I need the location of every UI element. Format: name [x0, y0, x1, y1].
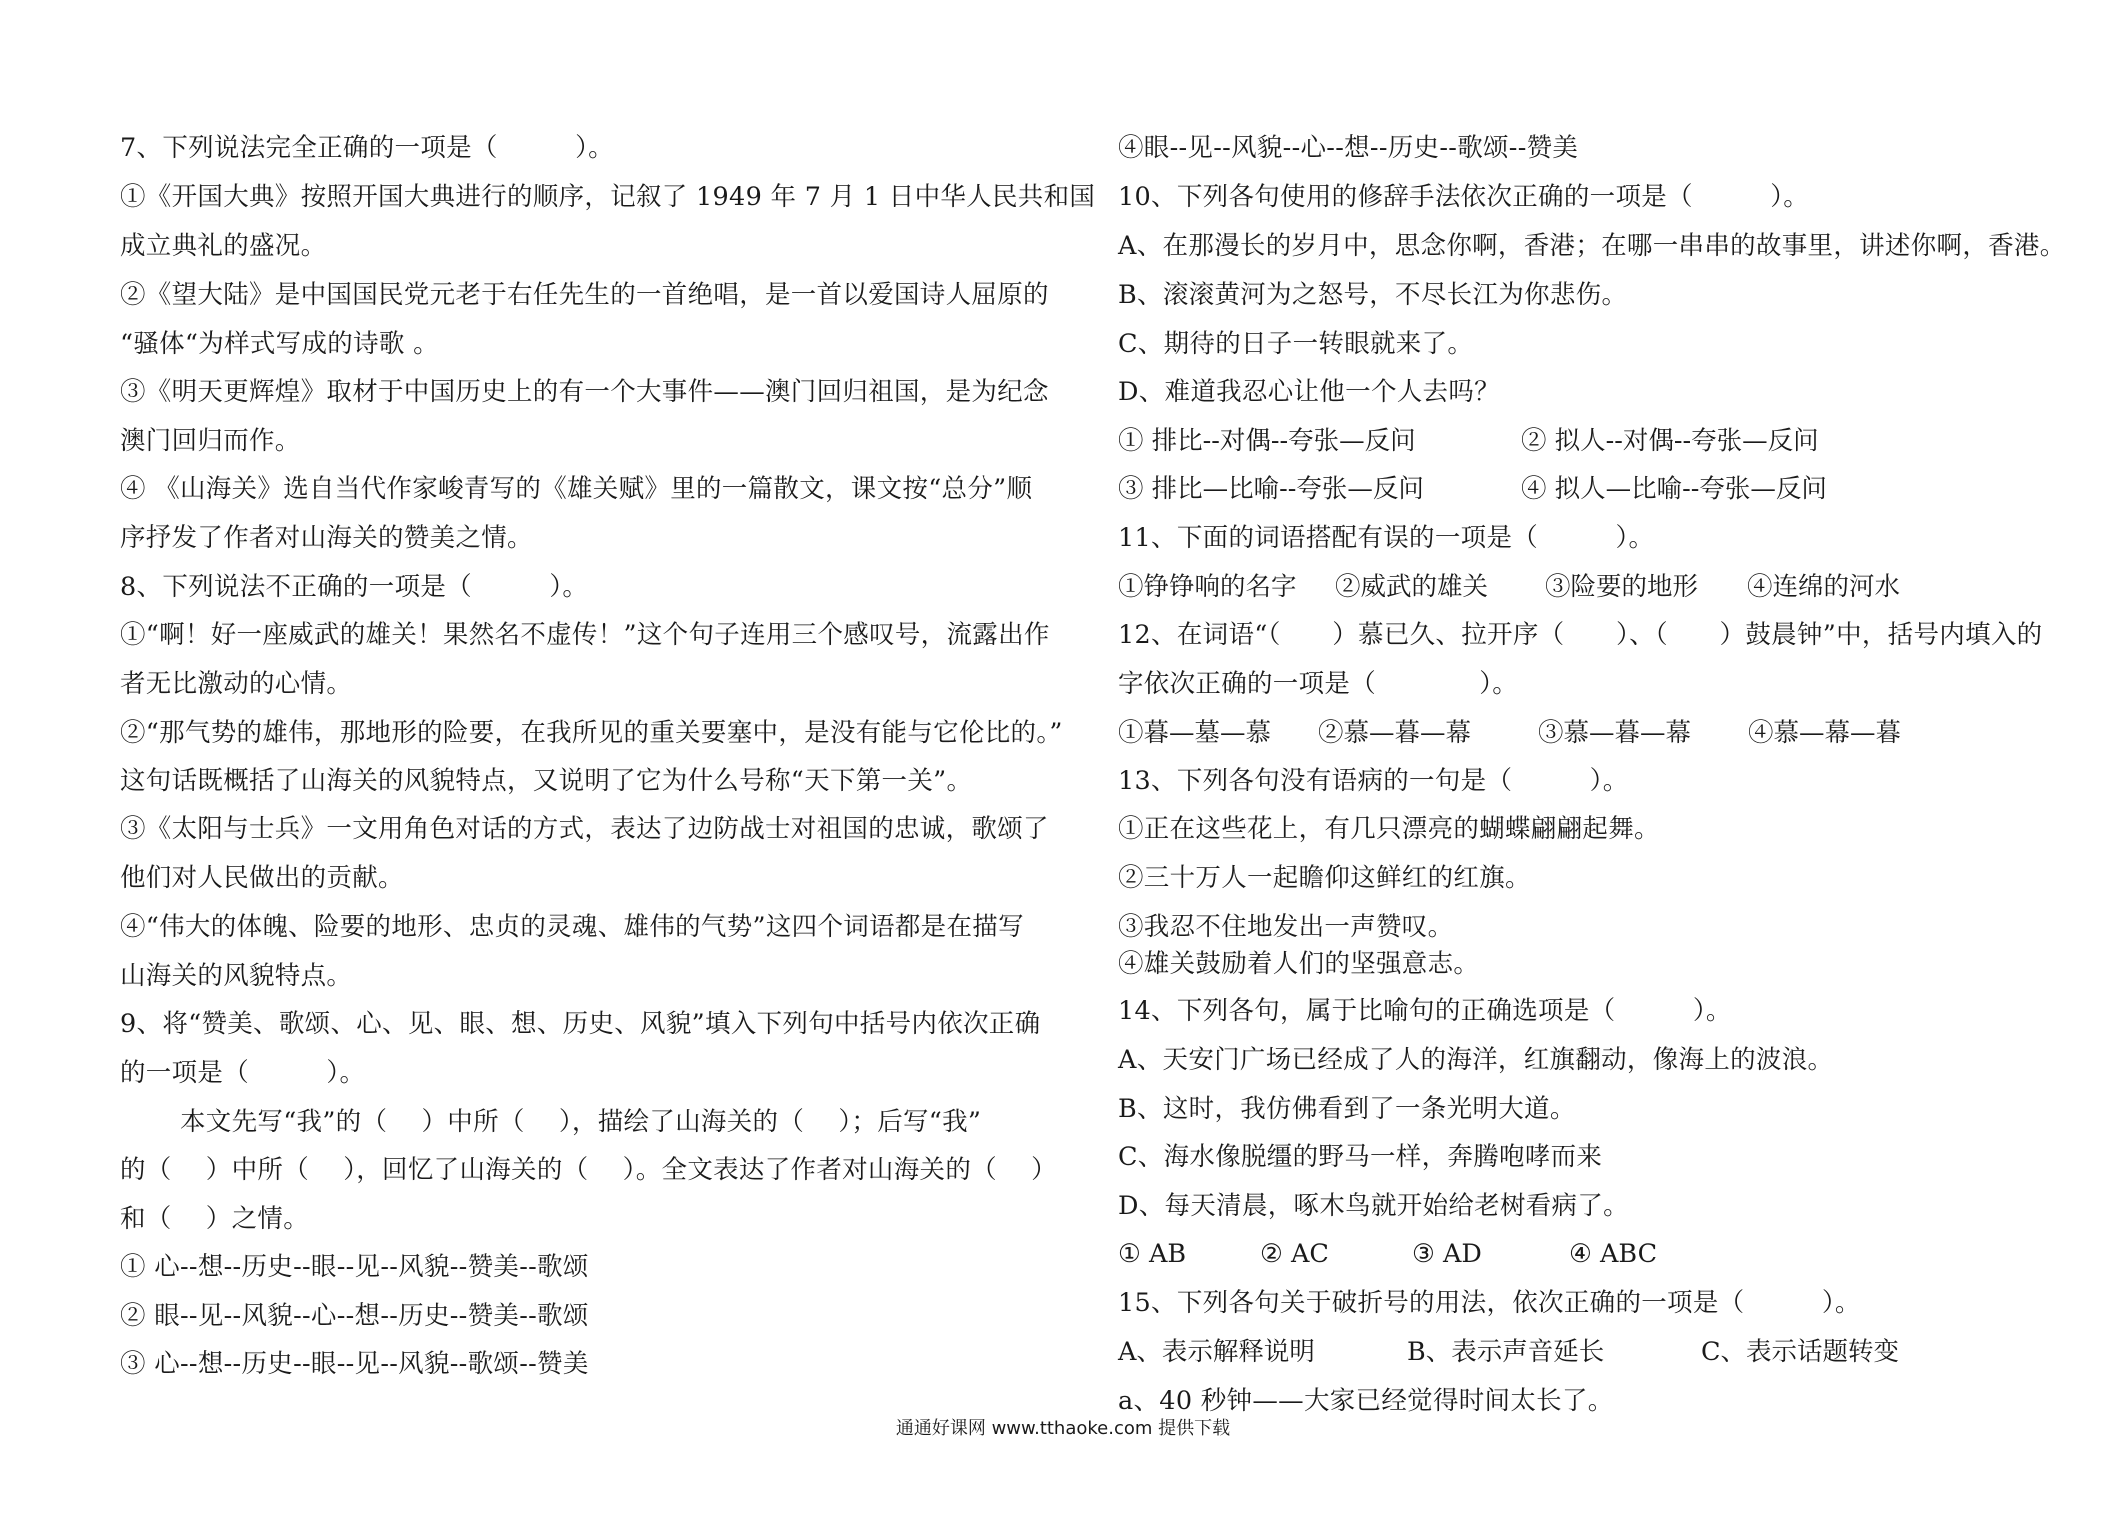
q8-option-2-cont: 这句话既概括了山海关的风貌特点，又说明了它为什么号称“天下第一关”。: [120, 766, 973, 796]
q15-option-b: B、表示声音延长: [1407, 1337, 1605, 1367]
q11-option-1: ①铮铮响的名字: [1118, 572, 1297, 602]
q12-stem-cont: 字依次正确的一项是（ ）。: [1118, 669, 1519, 699]
q7-option-4: ④ 《山海关》选自当代作家峻青写的《雄关赋》里的一篇散文，课文按“总分”顺: [120, 474, 1033, 504]
q14-sentence-b: B、这时，我仿佛看到了一条光明大道。: [1118, 1094, 1576, 1124]
q10-option-1: ① 排比--对偶--夸张—反问: [1118, 426, 1416, 456]
q7-option-4-cont: 序抒发了作者对山海关的赞美之情。: [120, 523, 533, 553]
q10-option-4: ④ 拟人—比喻--夸张—反问: [1521, 474, 1827, 504]
q14-sentence-c: C、海水像脱缰的野马一样，奔腾咆哮而来: [1118, 1142, 1603, 1172]
q9-stem: 9、将“赞美、歌颂、心、见、眼、想、历史、风貌”填入下列句中括号内依次正确: [120, 1009, 1041, 1039]
q9-option-2: ② 眼--见--风貌--心--想--历史--赞美--歌颂: [120, 1301, 589, 1331]
q8-option-4: ④“伟大的体魄、险要的地形、忠贞的灵魂、雄伟的气势”这四个词语都是在描写: [120, 912, 1024, 942]
q10-sentence-b: B、滚滚黄河为之怒号，不尽长江为你悲伤。: [1118, 280, 1628, 310]
q14-option-3: ③ AD: [1412, 1239, 1482, 1269]
q7-option-3-cont: 澳门回归而作。: [120, 426, 301, 456]
q11-option-3: ③险要的地形: [1545, 572, 1699, 602]
q10-stem: 10、下列各句使用的修辞手法依次正确的一项是（ ）。: [1118, 182, 1810, 212]
q13-option-2: ②三十万人一起瞻仰这鲜红的红旗。: [1118, 863, 1531, 893]
q9-passage-1: 本文先写“我”的（ ）中所（ ），描绘了山海关的（ ）；后写“我”: [180, 1107, 982, 1137]
q8-option-4-cont: 山海关的风貌特点。: [120, 961, 353, 991]
q14-stem: 14、下列各句，属于比喻句的正确选项是（ ）。: [1118, 996, 1732, 1026]
q14-sentence-d: D、每天清晨，啄木鸟就开始给老树看病了。: [1118, 1191, 1629, 1221]
footer-source: 通通好课网 www.tthaoke.com 提供下载: [895, 1418, 1231, 1439]
q11-option-2: ②威武的雄关: [1335, 572, 1489, 602]
q7-option-1: ①《开国大典》按照开国大典进行的顺序，记叙了 1949 年 7 月 1 日中华人民共和国: [120, 182, 1096, 212]
q8-option-3: ③《太阳与士兵》一文用角色对话的方式，表达了边防战士对祖国的忠诚，歌颂了: [120, 814, 1049, 844]
q10-sentence-c: C、期待的日子一转眼就来了。: [1118, 329, 1474, 359]
q9-option-4: ④眼--见--风貌--心--想--历史--歌颂--赞美: [1118, 133, 1579, 163]
q14-sentence-a: A、天安门广场已经成了人的海洋，红旗翻动，像海上的波浪。: [1118, 1045, 1834, 1075]
q13-option-1: ①正在这些花上，有几只漂亮的蝴蝶翩翩起舞。: [1118, 814, 1660, 844]
q12-option-2: ②慕—暮—幕: [1318, 718, 1472, 748]
q12-option-1: ①暮—墓—慕: [1118, 718, 1272, 748]
q11-stem: 11、下面的词语搭配有误的一项是（ ）。: [1118, 523, 1655, 553]
q15-option-a: A、表示解释说明: [1118, 1337, 1315, 1367]
q15-stem: 15、下列各句关于破折号的用法，依次正确的一项是（ ）。: [1118, 1288, 1861, 1318]
q10-sentence-a: A、在那漫长的岁月中，思念你啊，香港；在哪一串串的故事里，讲述你啊，香港。: [1118, 231, 2066, 261]
q7-option-1-cont: 成立典礼的盛况。: [120, 231, 327, 261]
q7-stem: 7、下列说法完全正确的一项是（ ）。: [120, 133, 614, 163]
q12-option-3: ③慕—暮—幕: [1538, 718, 1692, 748]
q9-stem-cont: 的一项是（ ）。: [120, 1058, 366, 1088]
q13-stem: 13、下列各句没有语病的一句是（ ）。: [1118, 766, 1629, 796]
q8-option-2: ②“那气势的雄伟，那地形的险要，在我所见的重关要塞中，是没有能与它伦比的。”: [120, 718, 1063, 748]
q10-sentence-d: D、难道我忍心让他一个人去吗？: [1118, 377, 1500, 407]
q13-option-3: ③我忍不住地发出一声赞叹。: [1118, 912, 1454, 942]
q9-passage-2: 的（ ）中所（ ），回忆了山海关的（ ）。全文表达了作者对山海关的（ ）: [120, 1155, 1057, 1185]
q14-option-2: ② AC: [1260, 1239, 1329, 1269]
q7-option-2: ②《望大陆》是中国国民党元老于右任先生的一首绝唱，是一首以爱国诗人屈原的: [120, 280, 1049, 310]
q9-option-1: ① 心--想--历史--眼--见--风貌--赞美--歌颂: [120, 1252, 589, 1282]
q9-passage-3: 和（ ）之情。: [120, 1204, 310, 1234]
q10-option-3: ③ 排比—比喻--夸张—反问: [1118, 474, 1424, 504]
q9-option-3: ③ 心--想--历史--眼--见--风貌--歌颂--赞美: [120, 1349, 589, 1379]
q10-option-2: ② 拟人--对偶--夸张—反问: [1521, 426, 1819, 456]
q11-option-4: ④连绵的河水: [1747, 572, 1901, 602]
q7-option-2-cont: “骚体“为样式写成的诗歌 。: [120, 329, 439, 359]
q15-sentence-a: a、40 秒钟——大家已经觉得时间太长了。: [1118, 1386, 1614, 1416]
q12-option-4: ④慕—幕—暮: [1748, 718, 1902, 748]
q13-option-4: ④雄关鼓励着人们的坚强意志。: [1118, 949, 1480, 979]
q14-option-1: ① AB: [1118, 1239, 1187, 1269]
q8-option-1-cont: 者无比激动的心情。: [120, 669, 353, 699]
q7-option-3: ③《明天更辉煌》取材于中国历史上的有一个大事件——澳门回归祖国，是为纪念: [120, 377, 1049, 407]
q15-option-c: C、表示话题转变: [1701, 1337, 1900, 1367]
q8-option-1: ①“啊！好一座威武的雄关！果然名不虚传！”这个句子连用三个感叹号，流露出作: [120, 620, 1050, 650]
q12-stem: 12、在词语“（ ）慕已久、拉开序（ ）、（ ）鼓晨钟”中，括号内填入的: [1118, 620, 2043, 650]
q8-option-3-cont: 他们对人民做出的贡献。: [120, 863, 404, 893]
q14-option-4: ④ ABC: [1569, 1239, 1658, 1269]
q8-stem: 8、下列说法不正确的一项是（ ）。: [120, 572, 589, 602]
